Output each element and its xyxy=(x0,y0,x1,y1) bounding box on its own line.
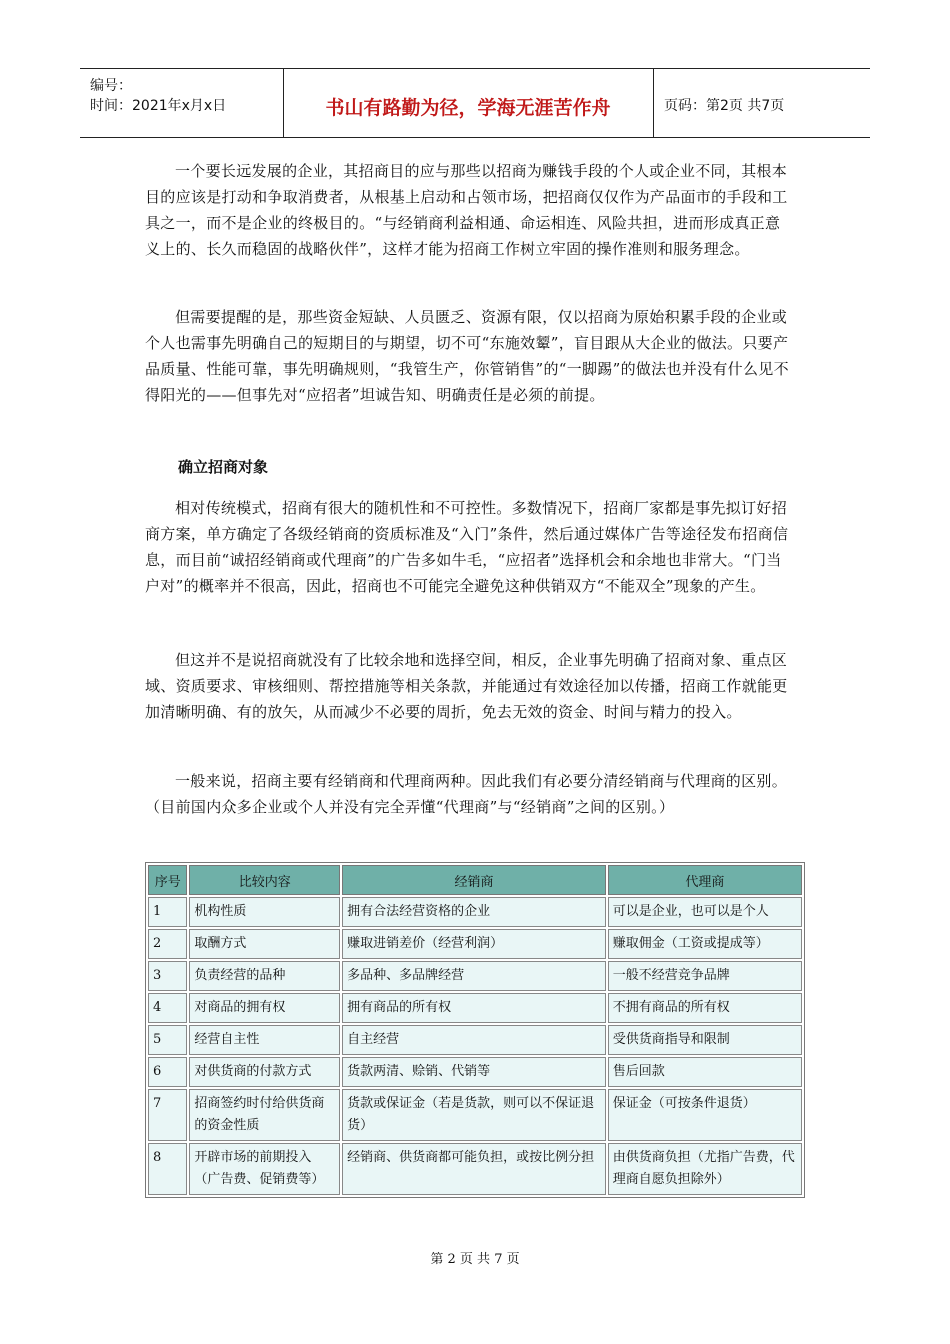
table-cell: 受供货商指导和限制 xyxy=(608,1025,802,1055)
table-row xyxy=(148,1057,802,1087)
table-cell: 8 xyxy=(148,1143,187,1195)
page-footer: 第 2 页 共 7 页 xyxy=(430,1252,520,1267)
table-row xyxy=(148,1143,802,1195)
table-cell: 保证金（可按条件退货） xyxy=(608,1089,802,1141)
table-cell: 对供货商的付款方式 xyxy=(189,1057,340,1087)
header-motto-cell xyxy=(283,69,654,137)
paragraph-2: 但需要提醒的是，那些资金短缺、人员匮乏、资源有限，仅以招商为原始积累手段的企业或个人也需事先明确自己的短期目的与期望，切不可“东施效颦”，盲目跟从大企业的做法。只要产品质量、性能可靠，事先明确规则，“我管生产，你管销售”的“一脚踢”的做法也并没有什么见不得阳光的——但事先对“应招者”坦诚告知、明确责任是必须的前提。 xyxy=(145,308,789,404)
page-header xyxy=(80,68,870,138)
header-page-cell xyxy=(654,69,870,137)
motto: 书山有路勤为径，学海无涯苦作舟 xyxy=(325,97,611,119)
time-label: 时间：2021年x月x日 xyxy=(90,98,227,114)
table-row xyxy=(148,897,802,927)
table-cell: 经营自主性 xyxy=(189,1025,340,1055)
table-cell: 2 xyxy=(148,929,187,959)
table-cell: 3 xyxy=(148,961,187,991)
table-cell: 拥有合法经营资格的企业 xyxy=(342,897,606,927)
table-cell: 赚取佣金（工资或提成等） xyxy=(608,929,802,959)
table-cell: 负责经营的品种 xyxy=(189,961,340,991)
paragraph-3: 相对传统模式，招商有很大的随机性和不可控性。多数情况下，招商厂家都是事先拟订好招商方案，单方确定了各级经销商的资质标准及“入门”条件，然后通过媒体广告等途径发布招商信息，而目前“诚招经销商或代理商”的广告多如牛毛，“应招者”选择机会和余地也非常大。“门当户对”的概率并不很高，因此，招商也不可能完全避免这种供销双方“不能双全”现象的产生。 xyxy=(145,499,789,595)
paragraph-5: 一般来说，招商主要有经销商和代理商两种。因此我们有必要分清经销商与代理商的区别。（目前国内众多企业或个人并没有完全弄懂“代理商”与“经销商”之间的区别。） xyxy=(145,772,788,816)
table-cell: 可以是企业，也可以是个人 xyxy=(608,897,802,927)
table-header-row xyxy=(148,865,802,895)
table-cell: 经销商、供货商都可能负担，或按比例分担 xyxy=(342,1143,606,1195)
table-cell: 自主经营 xyxy=(342,1025,606,1055)
table-cell: 1 xyxy=(148,897,187,927)
table-cell: 一般不经营竞争品牌 xyxy=(608,961,802,991)
table-row xyxy=(148,1025,802,1055)
table-cell: 不拥有商品的所有权 xyxy=(608,993,802,1023)
table-cell: 由供货商负担（尤指广告费，代理商自愿负担除外） xyxy=(608,1143,802,1195)
table-cell: 开辟市场的前期投入（广告费、促销费等） xyxy=(189,1143,340,1195)
header-cell-index: 序号 xyxy=(148,865,187,895)
table-row xyxy=(148,929,802,959)
table-cell: 取酬方式 xyxy=(189,929,340,959)
section-heading: 确立招商对象 xyxy=(178,458,269,476)
table-cell: 6 xyxy=(148,1057,187,1087)
table-cell: 4 xyxy=(148,993,187,1023)
number-label: 编号： xyxy=(90,78,132,94)
table-cell: 5 xyxy=(148,1025,187,1055)
paragraph-4: 但这并不是说招商就没有了比较余地和选择空间，相反，企业事先明确了招商对象、重点区域、资质要求、审核细则、帮控措施等相关条款，并能通过有效途径加以传播，招商工作就能更加清晰明确、有的放矢，从而减少不必要的周折，免去无效的资金、时间与精力的投入。 xyxy=(145,651,788,721)
table-cell: 对商品的拥有权 xyxy=(189,993,340,1023)
table-row xyxy=(148,961,802,991)
table-row xyxy=(148,993,802,1023)
page-code: 页码：第2页 共7页 xyxy=(664,98,785,114)
paragraph-1: 一个要长远发展的企业，其招商目的应与那些以招商为赚钱手段的个人或企业不同，其根本目的应该是打动和争取消费者，从根基上启动和占领市场，把招商仅仅作为产品面市的手段和工具之一，而不是企业的终极目的。“与经销商利益相通、命运相连、风险共担，进而形成真正意义上的、长久而稳固的战略伙伴”，这样才能为招商工作树立牢固的操作准则和服务理念。 xyxy=(145,162,788,258)
table-cell: 拥有商品的所有权 xyxy=(342,993,606,1023)
comparison-table xyxy=(145,862,805,1198)
table-cell: 货款两清、赊销、代销等 xyxy=(342,1057,606,1087)
table-cell: 7 xyxy=(148,1089,187,1141)
table-cell: 招商签约时付给供货商的资金性质 xyxy=(189,1089,340,1141)
header-meta xyxy=(80,69,284,137)
table-cell: 赚取进销差价（经营利润） xyxy=(342,929,606,959)
table-cell: 多品种、多品牌经营 xyxy=(342,961,606,991)
table-cell: 机构性质 xyxy=(189,897,340,927)
header-cell-item: 比较内容 xyxy=(189,865,340,895)
table-row xyxy=(148,1089,802,1141)
table-cell: 售后回款 xyxy=(608,1057,802,1087)
header-cell-agent: 代理商 xyxy=(608,865,802,895)
header-cell-dealer: 经销商 xyxy=(342,865,606,895)
table-cell: 货款或保证金（若是货款，则可以不保证退货） xyxy=(342,1089,606,1141)
